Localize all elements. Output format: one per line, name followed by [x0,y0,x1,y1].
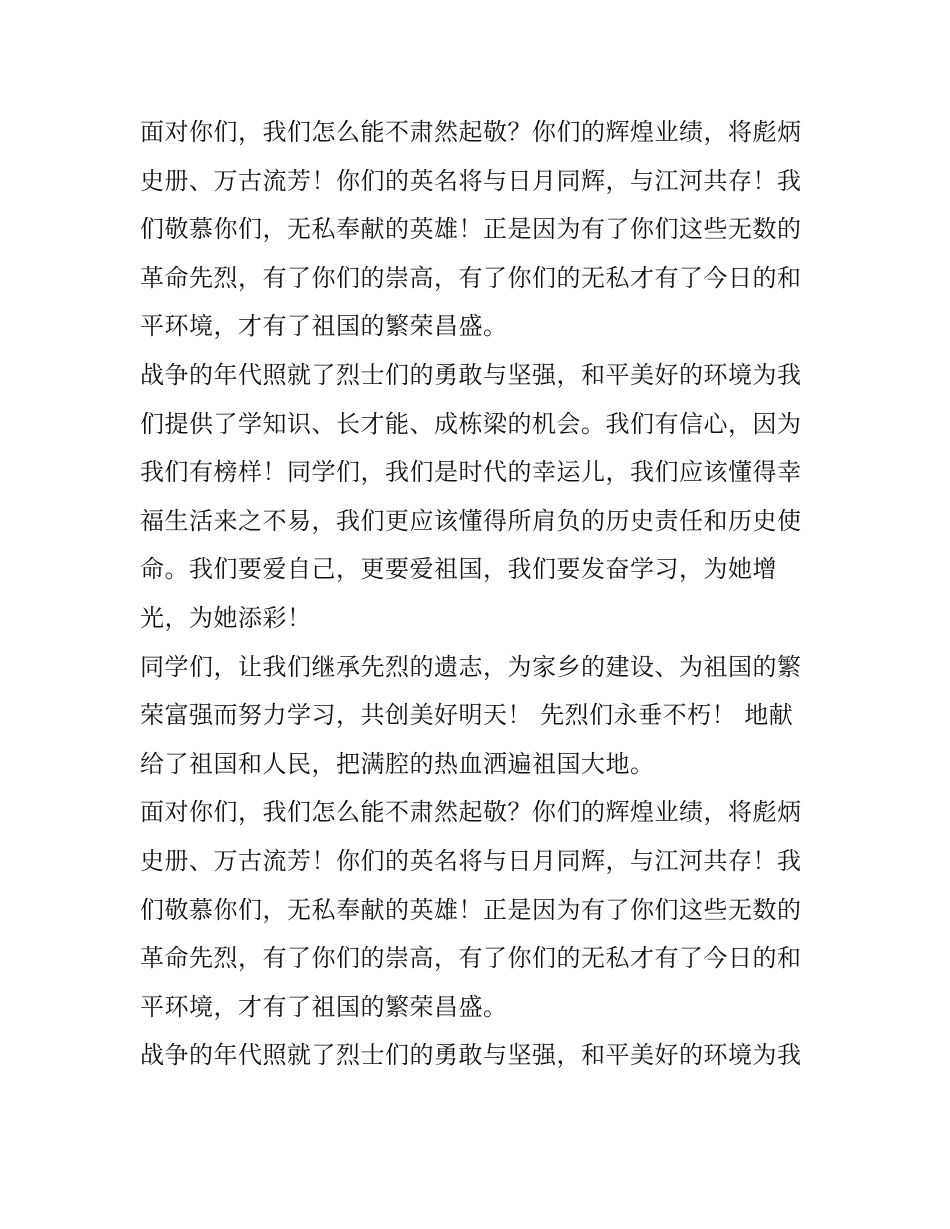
text-line: 面对你们，我们怎么能不肃然起敬？你们的辉煌业绩，将彪炳 [140,798,802,827]
text-line: 我们有榜样！同学们，我们是时代的幸运儿，我们应该懂得幸 [140,458,802,487]
text-line: 革命先烈，有了你们的崇高，有了你们的无私才有了今日的和 [140,263,802,292]
text-line: 光，为她添彩！ [140,603,312,632]
text-line: 荣富强而努力学习，共创美好明天！ 先烈们永垂不朽！ 地献 [140,701,794,730]
text-line: 同学们，让我们继承先烈的遗志，为家乡的建设、为祖国的繁 [140,652,802,681]
text-line: 战争的年代照就了烈士们的勇敢与坚强，和平美好的环境为我 [140,360,802,389]
text-line: 面对你们，我们怎么能不肃然起敬？你们的辉煌业绩，将彪炳 [140,118,802,146]
document-body [140,108,820,1080]
text-line: 史册、万古流芳！你们的英名将与日月同辉，与江河共存！我 [140,166,802,195]
text-line: 平环境，才有了祖国的繁荣昌盛。 [140,992,508,1021]
text-line: 史册、万古流芳！你们的英名将与日月同辉，与江河共存！我 [140,846,802,875]
text-line: 们敬慕你们，无私奉献的英雄！正是因为有了你们这些无数的 [140,215,802,244]
text-line: 们提供了学知识、长才能、成栋梁的机会。我们有信心，因为 [140,409,802,438]
text-line: 福生活来之不易，我们更应该懂得所肩负的历史责任和历史使 [140,506,802,535]
text-line: 命。我们要爱自己，更要爱祖国，我们要发奋学习，为她增 [140,555,777,584]
text-line: 们敬慕你们，无私奉献的英雄！正是因为有了你们这些无数的 [140,895,802,924]
text-line: 给了祖国和人民，把满腔的热血洒遍祖国大地。 [140,749,655,778]
text-line: 革命先烈，有了你们的崇高，有了你们的无私才有了今日的和 [140,944,802,973]
text-line: 战争的年代照就了烈士们的勇敢与坚强，和平美好的环境为我 [140,1041,802,1070]
text-line: 平环境，才有了祖国的繁荣昌盛。 [140,312,508,341]
